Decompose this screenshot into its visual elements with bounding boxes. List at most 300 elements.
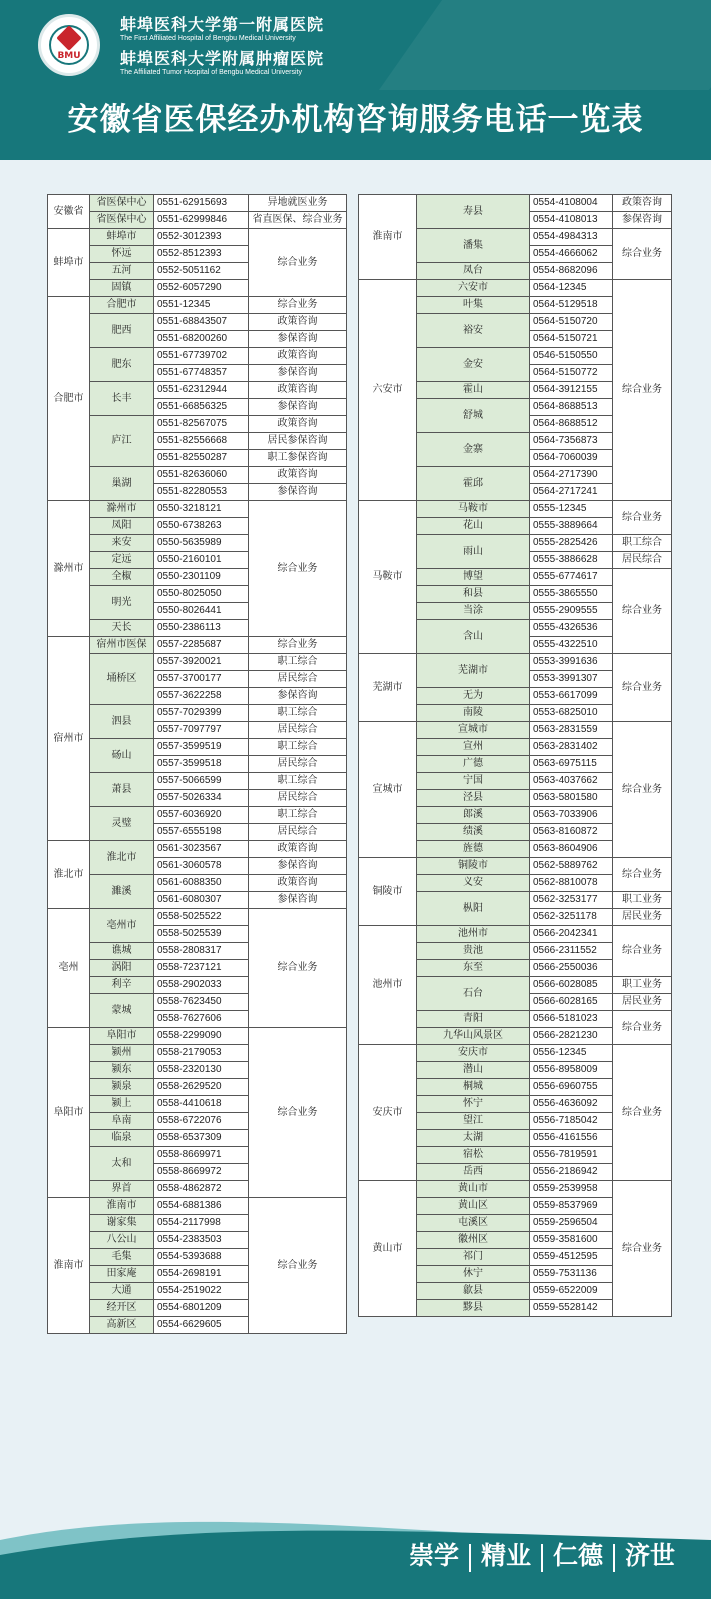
service-cell: 综合业务 (249, 637, 347, 654)
county-cell: 舒城 (417, 399, 530, 433)
table-row (48, 382, 347, 399)
service-cell: 居民综合 (249, 824, 347, 841)
phone-cell: 0556-12345 (530, 1045, 613, 1062)
table-row (48, 416, 347, 433)
county-cell: 祁门 (417, 1249, 530, 1266)
phone-cell: 0557-7029399 (154, 705, 249, 722)
phone-cell: 0552-6057290 (154, 280, 249, 297)
phone-cell: 0557-3920021 (154, 654, 249, 671)
county-cell: 五河 (90, 263, 154, 280)
phone-cell: 0558-7627606 (154, 1011, 249, 1028)
phone-cell: 0564-5150720 (530, 314, 613, 331)
phone-cell: 0556-8958009 (530, 1062, 613, 1079)
service-cell: 职工业务 (613, 977, 672, 994)
county-cell: 宿松 (417, 1147, 530, 1164)
service-cell: 综合业务 (613, 280, 672, 501)
service-cell: 职工综合 (613, 535, 672, 552)
service-cell: 居民参保咨询 (249, 433, 347, 450)
phone-cell: 0556-7819591 (530, 1147, 613, 1164)
city-cell: 芜湖市 (359, 654, 417, 722)
county-cell: 颍上 (90, 1096, 154, 1113)
county-cell: 九华山风景区 (417, 1028, 530, 1045)
phone-cell: 0558-5025522 (154, 909, 249, 926)
table-row (48, 773, 347, 790)
phone-cell: 0562-3253177 (530, 892, 613, 909)
phone-cell: 0563-2831559 (530, 722, 613, 739)
county-cell: 广德 (417, 756, 530, 773)
phone-cell: 0564-7356873 (530, 433, 613, 450)
service-cell: 政策咨询 (249, 467, 347, 484)
table-row (359, 501, 672, 518)
phone-cell: 0559-2596504 (530, 1215, 613, 1232)
county-cell: 潜山 (417, 1062, 530, 1079)
county-cell: 裕安 (417, 314, 530, 348)
slogan-word: 济世 (624, 1541, 675, 1570)
county-cell: 合肥市 (90, 297, 154, 314)
phone-cell: 0559-2539958 (530, 1181, 613, 1198)
phone-cell: 0566-6028085 (530, 977, 613, 994)
service-cell: 职工参保咨询 (249, 450, 347, 467)
phone-cell: 0563-5801580 (530, 790, 613, 807)
city-cell: 淮南市 (48, 1198, 90, 1334)
county-cell: 颍东 (90, 1062, 154, 1079)
service-cell: 政策咨询 (613, 195, 672, 212)
phone-cell: 0555-3886628 (530, 552, 613, 569)
city-cell: 合肥市 (48, 297, 90, 501)
service-cell: 参保咨询 (249, 858, 347, 875)
county-cell: 金寨 (417, 433, 530, 467)
slogan-word: 崇学 (408, 1541, 459, 1570)
phone-cell: 0550-8025050 (154, 586, 249, 603)
phone-cell: 0557-3599519 (154, 739, 249, 756)
county-cell: 毛集 (90, 1249, 154, 1266)
county-cell: 芜湖市 (417, 654, 530, 688)
service-cell: 政策咨询 (249, 314, 347, 331)
phone-cell: 0558-4410618 (154, 1096, 249, 1113)
phone-cell: 0559-8537969 (530, 1198, 613, 1215)
county-cell: 叶集 (417, 297, 530, 314)
phone-cell: 0559-5528142 (530, 1300, 613, 1317)
phone-cell: 0553-3991307 (530, 671, 613, 688)
header-banner (0, 0, 711, 160)
hospital-name-2-en: The Affiliated Tumor Hospital of Bengbu Medical University (120, 69, 302, 76)
slogan-word: 仁德 (552, 1541, 603, 1570)
county-cell: 石台 (417, 977, 530, 1011)
table-row (48, 1028, 347, 1045)
service-cell: 职工综合 (249, 654, 347, 671)
phone-cell: 0561-6088350 (154, 875, 249, 892)
service-cell: 综合业务 (613, 858, 672, 892)
table-row (48, 501, 347, 518)
phone-cell: 0551-67748357 (154, 365, 249, 382)
phone-cell: 0555-3865550 (530, 586, 613, 603)
phone-cell: 0563-8160872 (530, 824, 613, 841)
phone-cell: 0550-2301109 (154, 569, 249, 586)
table-row (48, 314, 347, 331)
county-cell: 宿州市医保 (90, 637, 154, 654)
slogan-separator (613, 1544, 615, 1572)
phone-cell: 0557-6036920 (154, 807, 249, 824)
table-row (359, 858, 672, 875)
county-cell: 潘集 (417, 229, 530, 263)
service-cell: 综合业务 (613, 1181, 672, 1317)
phone-cell: 0564-2717390 (530, 467, 613, 484)
county-cell: 界首 (90, 1181, 154, 1198)
phone-cell: 0566-5181023 (530, 1011, 613, 1028)
slogan-separator (541, 1544, 543, 1572)
phone-cell: 0559-4512595 (530, 1249, 613, 1266)
phone-cell: 0551-82556668 (154, 433, 249, 450)
county-cell: 蚌埠市 (90, 229, 154, 246)
county-cell: 当涂 (417, 603, 530, 620)
city-cell: 淮南市 (359, 195, 417, 280)
county-cell: 巢湖 (90, 467, 154, 501)
service-cell: 政策咨询 (249, 348, 347, 365)
service-cell: 居民综合 (249, 671, 347, 688)
table-row (48, 195, 347, 212)
county-cell: 雨山 (417, 535, 530, 569)
table-row (48, 909, 347, 926)
phone-cell: 0551-82280553 (154, 484, 249, 501)
table-row (48, 705, 347, 722)
phone-cell: 0562-3251178 (530, 909, 613, 926)
service-cell: 综合业务 (613, 229, 672, 280)
service-cell: 参保咨询 (249, 688, 347, 705)
city-cell: 安庆市 (359, 1045, 417, 1181)
logo-text: BMU (57, 51, 81, 61)
phone-cell: 0561-3060578 (154, 858, 249, 875)
phone-cell: 0558-2808317 (154, 943, 249, 960)
phone-cell: 0551-62312944 (154, 382, 249, 399)
phone-cell: 0550-6738263 (154, 518, 249, 535)
phone-cell: 0551-12345 (154, 297, 249, 314)
phone-cell: 0554-4108013 (530, 212, 613, 229)
phone-cell: 0550-2160101 (154, 552, 249, 569)
phone-cell: 0551-82636060 (154, 467, 249, 484)
phone-cell: 0554-4108004 (530, 195, 613, 212)
phone-cell: 0558-2629520 (154, 1079, 249, 1096)
service-cell: 异地就医业务 (249, 195, 347, 212)
phone-cell: 0553-6617099 (530, 688, 613, 705)
county-cell: 长丰 (90, 382, 154, 416)
service-cell: 政策咨询 (249, 841, 347, 858)
phone-cell: 0563-4037662 (530, 773, 613, 790)
phone-cell: 0566-2042341 (530, 926, 613, 943)
service-cell: 综合业务 (613, 501, 672, 535)
service-cell: 综合业务 (249, 501, 347, 637)
county-cell: 泾县 (417, 790, 530, 807)
phone-cell: 0551-68200260 (154, 331, 249, 348)
city-cell: 池州市 (359, 926, 417, 1045)
table-row (48, 807, 347, 824)
table-row (359, 722, 672, 739)
phone-cell: 0556-4636092 (530, 1096, 613, 1113)
table-row (48, 1198, 347, 1215)
phone-cell: 0559-3581600 (530, 1232, 613, 1249)
county-cell: 屯溪区 (417, 1215, 530, 1232)
county-cell: 南陵 (417, 705, 530, 722)
table-row (48, 875, 347, 892)
county-cell: 马鞍市 (417, 501, 530, 518)
page-title: 安徽省医保经办机构咨询服务电话一览表 (67, 102, 644, 138)
county-cell: 岳西 (417, 1164, 530, 1181)
service-cell: 居民综合 (249, 790, 347, 807)
service-cell: 综合业务 (249, 909, 347, 1028)
county-cell: 宣州 (417, 739, 530, 756)
phone-cell: 0554-6629605 (154, 1317, 249, 1334)
table-row (48, 739, 347, 756)
phone-cell: 0558-4862872 (154, 1181, 249, 1198)
county-cell: 谯城 (90, 943, 154, 960)
county-cell: 郎溪 (417, 807, 530, 824)
phone-cell: 0555-2909555 (530, 603, 613, 620)
service-cell: 省直医保、综合业务 (249, 212, 347, 229)
phone-cell: 0554-2117998 (154, 1215, 249, 1232)
county-cell: 休宁 (417, 1266, 530, 1283)
service-cell: 综合业务 (613, 1045, 672, 1181)
hospital-name-2: 蚌埠医科大学附属肿瘤医院 (120, 49, 325, 68)
phone-cell: 0566-2311552 (530, 943, 613, 960)
phone-cell: 0552-3012393 (154, 229, 249, 246)
phone-cell: 0554-4984313 (530, 229, 613, 246)
service-cell: 综合业务 (613, 654, 672, 722)
table-row (48, 841, 347, 858)
county-cell: 霍山 (417, 382, 530, 399)
phone-cell: 0557-7097797 (154, 722, 249, 739)
service-cell: 政策咨询 (249, 382, 347, 399)
county-cell: 庐江 (90, 416, 154, 467)
county-cell: 省医保中心 (90, 212, 154, 229)
slogan-word: 精业 (480, 1541, 531, 1570)
county-cell: 肥西 (90, 314, 154, 348)
phone-cell: 0551-82567075 (154, 416, 249, 433)
county-cell: 阜阳市 (90, 1028, 154, 1045)
phone-cell: 0558-2902033 (154, 977, 249, 994)
service-cell: 居民综合 (613, 552, 672, 569)
phone-cell: 0554-2383503 (154, 1232, 249, 1249)
service-cell: 职工综合 (249, 739, 347, 756)
table-row (359, 1045, 672, 1062)
phone-cell: 0561-6080307 (154, 892, 249, 909)
county-cell: 淮北市 (90, 841, 154, 875)
phone-cell: 0556-7185042 (530, 1113, 613, 1130)
phone-cell: 0564-3912155 (530, 382, 613, 399)
county-cell: 临泉 (90, 1130, 154, 1147)
phone-cell: 0556-2186942 (530, 1164, 613, 1181)
county-cell: 谢家集 (90, 1215, 154, 1232)
county-cell: 博望 (417, 569, 530, 586)
county-cell: 利辛 (90, 977, 154, 994)
service-cell: 政策咨询 (249, 416, 347, 433)
phone-cell: 0557-3622258 (154, 688, 249, 705)
service-cell: 综合业务 (613, 722, 672, 858)
county-cell: 枞阳 (417, 892, 530, 926)
service-cell: 参保咨询 (249, 365, 347, 382)
phone-cell: 0554-5393688 (154, 1249, 249, 1266)
phone-cell: 0557-3599518 (154, 756, 249, 773)
county-cell: 寿县 (417, 195, 530, 229)
city-cell: 宣城市 (359, 722, 417, 858)
service-cell: 参保咨询 (249, 399, 347, 416)
county-cell: 省医保中心 (90, 195, 154, 212)
city-cell: 亳州 (48, 909, 90, 1028)
phone-cell: 0558-6537309 (154, 1130, 249, 1147)
phone-cell: 0555-2825426 (530, 535, 613, 552)
county-cell: 怀远 (90, 246, 154, 263)
phone-cell: 0553-3991636 (530, 654, 613, 671)
hospital-name-1: 蚌埠医科大学第一附属医院 (120, 15, 325, 34)
phone-cell: 0551-67739702 (154, 348, 249, 365)
phone-cell: 0557-6555198 (154, 824, 249, 841)
service-cell: 职工综合 (249, 773, 347, 790)
phone-cell: 0563-8604906 (530, 841, 613, 858)
phone-cell: 0562-5889762 (530, 858, 613, 875)
county-cell: 黄山区 (417, 1198, 530, 1215)
service-cell: 综合业务 (613, 926, 672, 977)
city-cell: 淮北市 (48, 841, 90, 909)
table-row (48, 654, 347, 671)
phone-cell: 0546-5150550 (530, 348, 613, 365)
phone-cell: 0554-2698191 (154, 1266, 249, 1283)
phone-cell: 0564-2717241 (530, 484, 613, 501)
county-cell: 肥东 (90, 348, 154, 382)
county-cell: 安庆市 (417, 1045, 530, 1062)
phone-cell: 0552-5051162 (154, 263, 249, 280)
county-cell: 埇桥区 (90, 654, 154, 705)
county-cell: 金安 (417, 348, 530, 382)
county-cell: 黄山市 (417, 1181, 530, 1198)
service-cell: 居民业务 (613, 909, 672, 926)
left-phone-table (47, 194, 347, 1334)
service-cell: 综合业务 (613, 1011, 672, 1045)
county-cell: 颍州 (90, 1045, 154, 1062)
phone-cell: 0550-5635989 (154, 535, 249, 552)
county-cell: 望江 (417, 1113, 530, 1130)
county-cell: 徽州区 (417, 1232, 530, 1249)
county-cell: 花山 (417, 518, 530, 535)
phone-cell: 0559-7531136 (530, 1266, 613, 1283)
county-cell: 宁国 (417, 773, 530, 790)
phone-cell: 0557-5026334 (154, 790, 249, 807)
phone-cell: 0558-6722076 (154, 1113, 249, 1130)
service-cell: 综合业务 (249, 297, 347, 314)
county-cell: 霍邱 (417, 467, 530, 501)
table-row (48, 297, 347, 314)
phone-cell: 0550-3218121 (154, 501, 249, 518)
phone-cell: 0563-7033906 (530, 807, 613, 824)
phone-cell: 0550-8026441 (154, 603, 249, 620)
table-row (359, 1181, 672, 1198)
service-cell: 综合业务 (249, 1028, 347, 1198)
county-cell: 黟县 (417, 1300, 530, 1317)
county-cell: 蒙城 (90, 994, 154, 1028)
phone-cell: 0551-62915693 (154, 195, 249, 212)
phone-cell: 0551-66856325 (154, 399, 249, 416)
service-cell: 居民综合 (249, 722, 347, 739)
phone-cell: 0566-6028165 (530, 994, 613, 1011)
phone-cell: 0556-6960755 (530, 1079, 613, 1096)
service-cell: 职工业务 (613, 892, 672, 909)
city-cell: 黄山市 (359, 1181, 417, 1317)
county-cell: 大通 (90, 1283, 154, 1300)
phone-cell: 0558-5025539 (154, 926, 249, 943)
county-cell: 淮南市 (90, 1198, 154, 1215)
header-decoration (379, 0, 711, 90)
county-cell: 全椒 (90, 569, 154, 586)
phone-cell: 0557-2285687 (154, 637, 249, 654)
county-cell: 凤阳 (90, 518, 154, 535)
hospital-name-1-en: The First Affiliated Hospital of Bengbu Medical University (120, 35, 296, 42)
county-cell: 亳州市 (90, 909, 154, 943)
phone-cell: 0558-2320130 (154, 1062, 249, 1079)
phone-cell: 0557-3700177 (154, 671, 249, 688)
city-cell: 宿州市 (48, 637, 90, 841)
county-cell: 八公山 (90, 1232, 154, 1249)
county-cell: 旌德 (417, 841, 530, 858)
county-cell: 太和 (90, 1147, 154, 1181)
phone-cell: 0552-8512393 (154, 246, 249, 263)
phone-cell: 0564-8688512 (530, 416, 613, 433)
phone-cell: 0551-68843507 (154, 314, 249, 331)
phone-cell: 0559-6522009 (530, 1283, 613, 1300)
county-cell: 涡阳 (90, 960, 154, 977)
hospital-logo (38, 14, 100, 76)
county-cell: 歙县 (417, 1283, 530, 1300)
service-cell: 参保咨询 (249, 484, 347, 501)
city-cell: 六安市 (359, 280, 417, 501)
phone-cell: 0555-12345 (530, 501, 613, 518)
county-cell: 和县 (417, 586, 530, 603)
county-cell: 来安 (90, 535, 154, 552)
service-cell: 政策咨询 (249, 875, 347, 892)
county-cell: 固镇 (90, 280, 154, 297)
table-row (48, 348, 347, 365)
county-cell: 田家庵 (90, 1266, 154, 1283)
phone-cell: 0566-2550036 (530, 960, 613, 977)
city-cell: 马鞍市 (359, 501, 417, 654)
city-cell: 蚌埠市 (48, 229, 90, 297)
county-cell: 阜南 (90, 1113, 154, 1130)
phone-cell: 0558-8669972 (154, 1164, 249, 1181)
county-cell: 泗县 (90, 705, 154, 739)
table-row (359, 654, 672, 671)
phone-cell: 0550-2386113 (154, 620, 249, 637)
county-cell: 濉溪 (90, 875, 154, 909)
service-cell: 居民业务 (613, 994, 672, 1011)
county-cell: 明光 (90, 586, 154, 620)
phone-cell: 0563-6975115 (530, 756, 613, 773)
phone-cell: 0555-4326536 (530, 620, 613, 637)
table-row (48, 637, 347, 654)
service-cell: 职工综合 (249, 807, 347, 824)
service-cell: 参保咨询 (249, 892, 347, 909)
table-row (48, 467, 347, 484)
county-cell: 贵池 (417, 943, 530, 960)
phone-cell: 0564-5129518 (530, 297, 613, 314)
phone-cell: 0551-82550287 (154, 450, 249, 467)
county-cell: 太湖 (417, 1130, 530, 1147)
service-cell: 综合业务 (249, 1198, 347, 1334)
service-cell: 综合业务 (249, 229, 347, 297)
county-cell: 定远 (90, 552, 154, 569)
city-cell: 铜陵市 (359, 858, 417, 926)
county-cell: 无为 (417, 688, 530, 705)
service-cell: 职工综合 (249, 705, 347, 722)
phone-cell: 0566-2821230 (530, 1028, 613, 1045)
county-cell: 凤台 (417, 263, 530, 280)
county-cell: 含山 (417, 620, 530, 654)
county-cell: 宣城市 (417, 722, 530, 739)
